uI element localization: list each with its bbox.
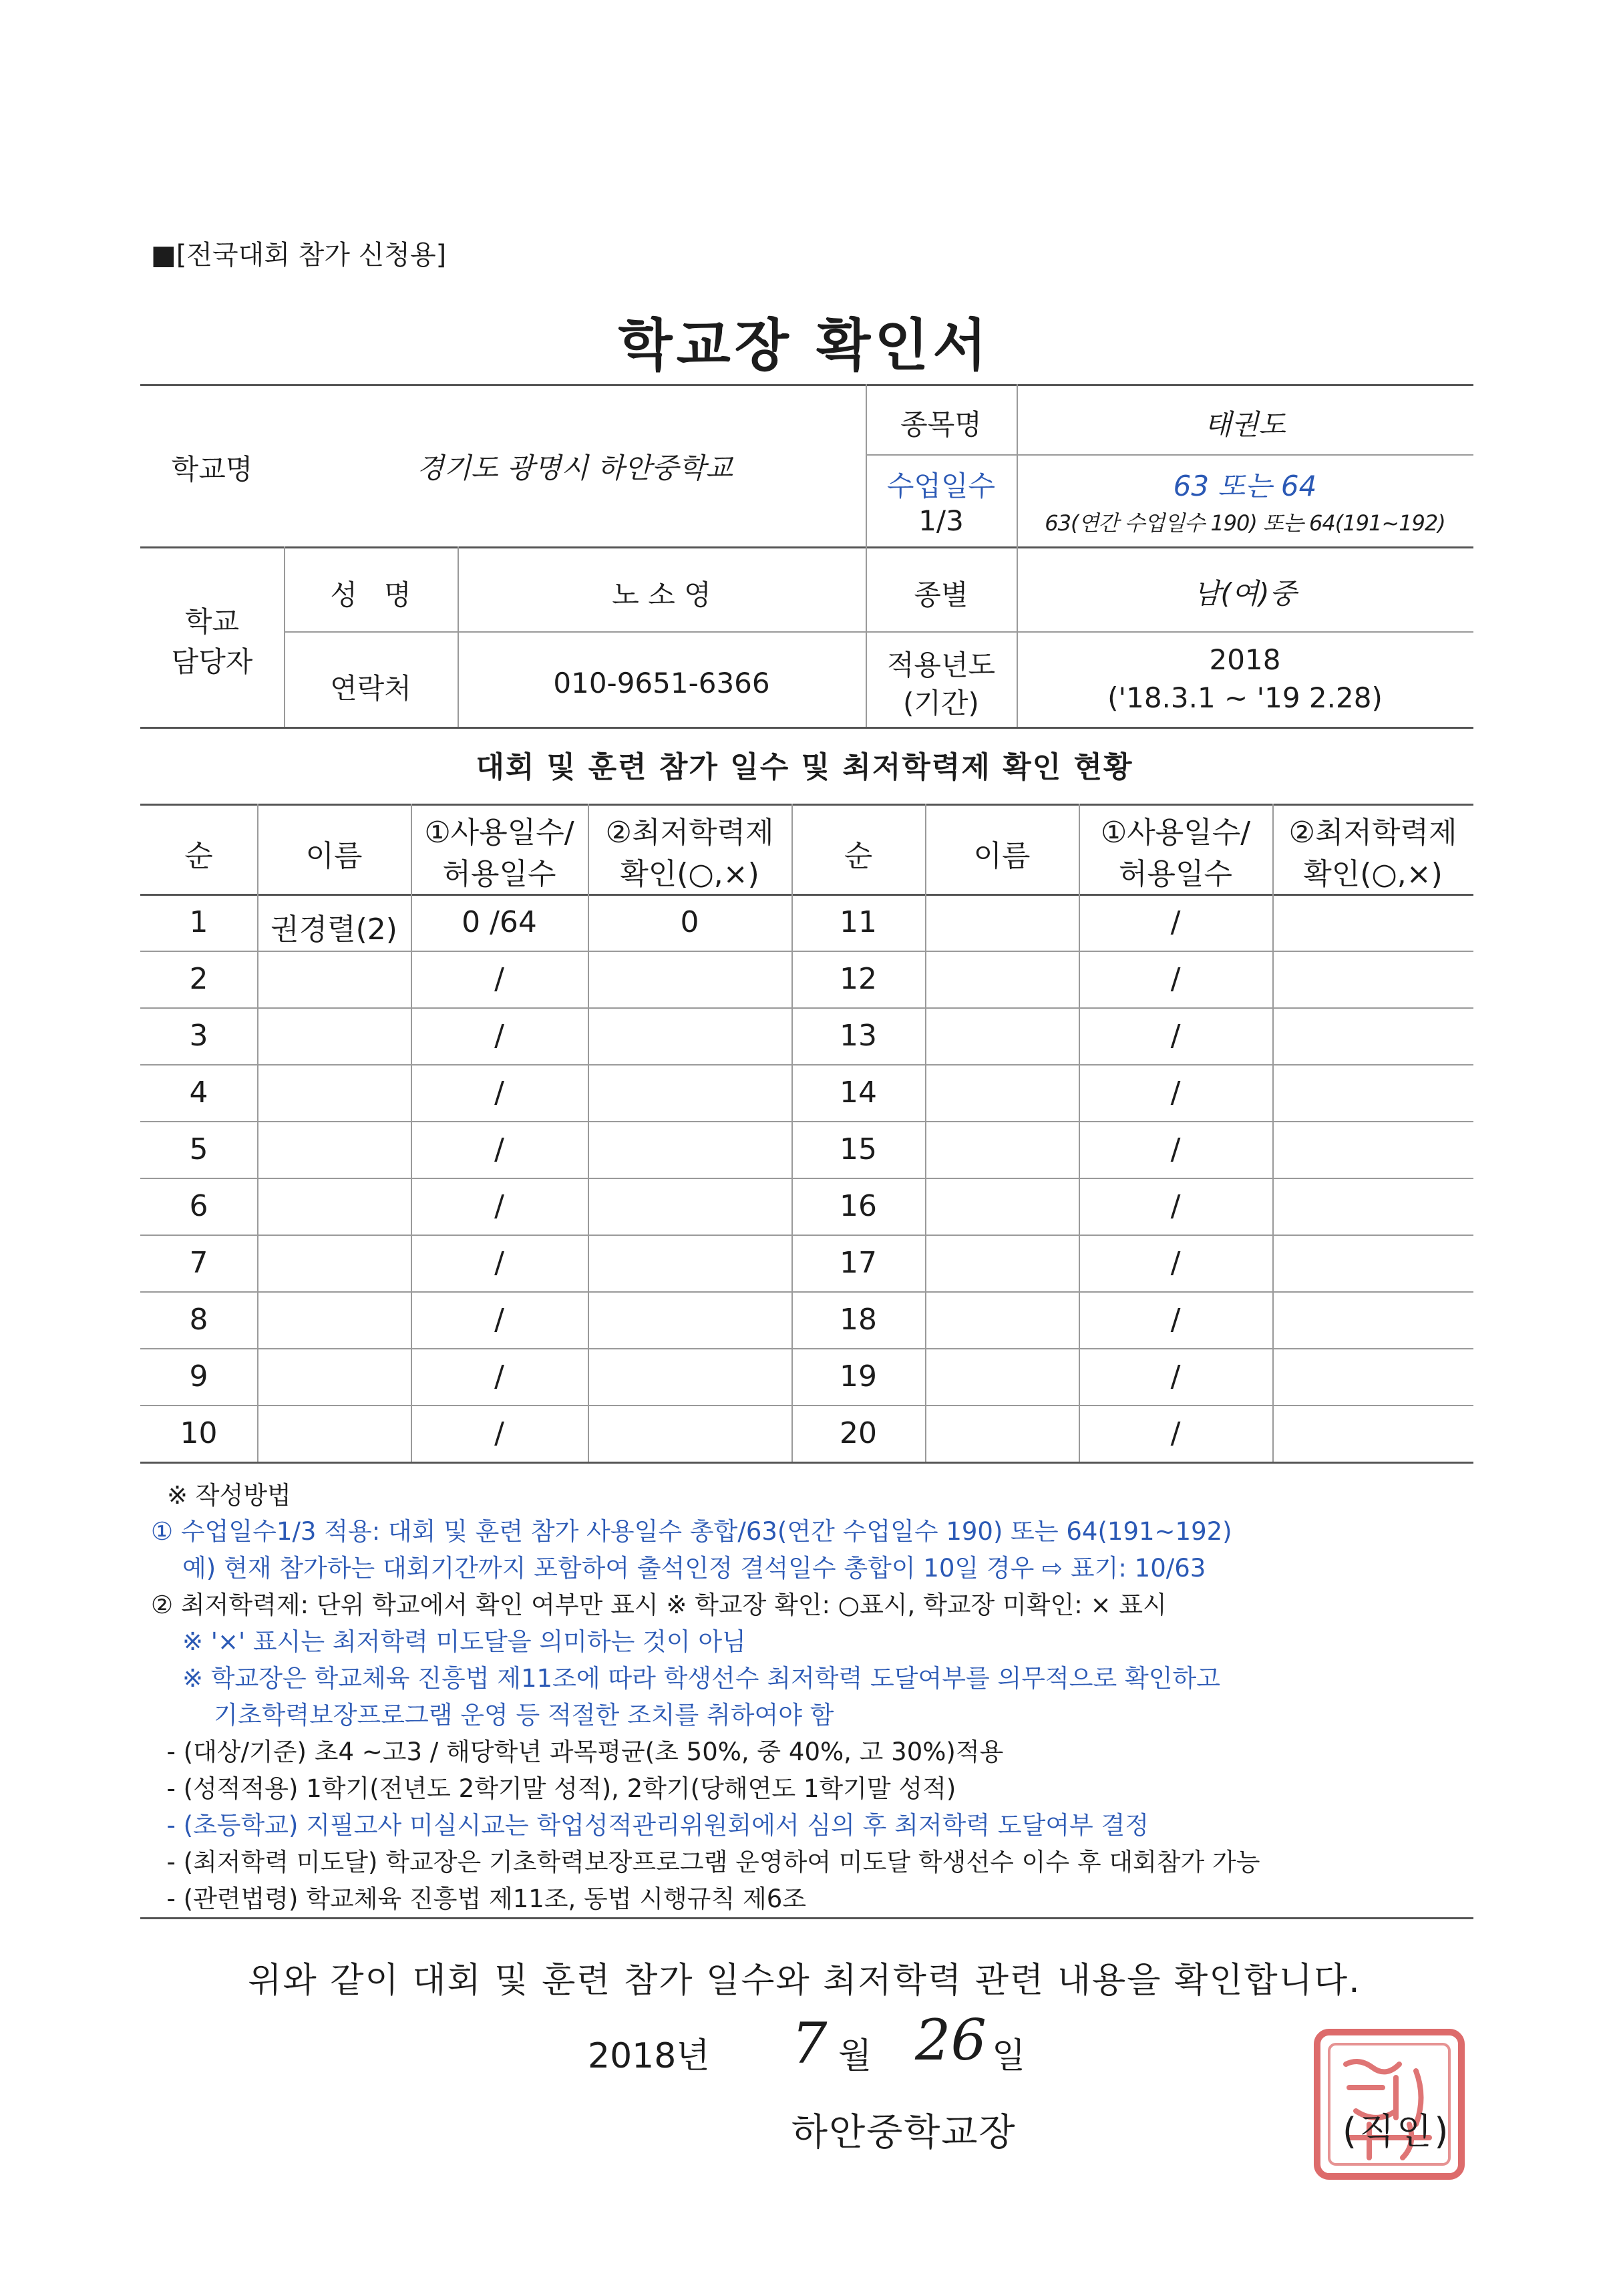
col-header-days-2: 허용일수: [442, 857, 556, 891]
form-tag: ■[전국대회 참가 신청용]: [151, 240, 447, 271]
row-no: 19: [840, 1359, 877, 1393]
col-header-min-2-right: 확인(○,×): [1303, 857, 1443, 891]
row-days: /: [494, 1076, 504, 1110]
event-value: 태권도: [1204, 408, 1286, 441]
row-no: 7: [189, 1246, 208, 1280]
col-header-days-2-right: 허용일수: [1118, 857, 1232, 891]
year-value-2: ('18.3.1 ~ '19 2.28): [1107, 681, 1383, 714]
row-days: /: [1170, 1416, 1181, 1450]
row-min: 0: [680, 905, 699, 939]
date-month-handwritten: 7: [791, 2011, 828, 2076]
name-label: 성 명: [330, 579, 411, 611]
row-name: 권경렬(2): [271, 913, 397, 947]
note-line: ※ 학교장은 학교체육 진흥법 제11조에 따라 학생선수 최저학력 도달여부를 의무적으로 확인하고: [151, 1664, 1220, 1693]
row-days: /: [494, 1189, 504, 1223]
note-line: - (초등학교) 지필고사 미실시교는 학업성적관리위원회에서 심의 후 최저학력 도달여부 결정: [151, 1811, 1149, 1840]
note-line: 기초학력보장프로그램 운영 등 적절한 조치를 취하여야 함: [151, 1701, 834, 1730]
row-no: 8: [189, 1303, 208, 1337]
col-header-min-1-right: ②최저학력제: [1288, 816, 1457, 850]
note-line: ① 수업일수1/3 적용: 대회 및 훈련 참가 사용일수 총합/63(연간 수업일수 190) 또는 64(191~192): [151, 1517, 1232, 1546]
category-value: 남(여)중: [1193, 577, 1297, 610]
note-line: - (최저학력 미도달) 학교장은 기초학력보장프로그램 운영하여 미도달 학생선수 이수 후 대회참가 가능: [151, 1848, 1260, 1876]
row-days: /: [494, 1132, 504, 1166]
class-days-value-1: 63 또는 64: [1173, 470, 1317, 502]
row-no: 20: [840, 1416, 877, 1450]
row-no: 4: [189, 1076, 208, 1110]
note-line: - (대상/기준) 초4 ~고3 / 해당학년 과목평균(초 50%, 중 40%, 고 30%)적용: [151, 1738, 1004, 1766]
row-no: 2: [189, 962, 208, 996]
confirmation-statement: 위와 같이 대회 및 훈련 참가 일수와 최저학력 관련 내용을 확인합니다.: [248, 1961, 1361, 2001]
event-label: 종목명: [900, 408, 982, 441]
row-days: /: [494, 1416, 504, 1450]
row-days: /: [1170, 1189, 1181, 1223]
date-day-handwritten: 26: [915, 2007, 987, 2073]
row-days: /: [494, 1303, 504, 1337]
row-no: 12: [840, 962, 877, 996]
col-header-min-2: 확인(○,×): [620, 857, 759, 891]
row-no: 6: [189, 1189, 208, 1223]
note-line: ※ '×' 표시는 최저학력 미도달을 의미하는 것이 아님: [151, 1627, 746, 1656]
manager-label-2: 담당자: [171, 645, 253, 678]
year-label-2: (기간): [903, 687, 979, 719]
class-days-label-2: 1/3: [918, 504, 964, 537]
school-value: 경기도 광명시 하안중학교: [417, 452, 733, 484]
row-days: /: [494, 1246, 504, 1280]
row-days: /: [1170, 1246, 1181, 1280]
row-no: 16: [840, 1189, 877, 1223]
row-days: /: [494, 1359, 504, 1393]
row-no: 10: [180, 1416, 218, 1450]
col-header-name-right: 이름: [973, 839, 1031, 873]
seal-label: (직인): [1343, 2110, 1451, 2152]
row-no: 14: [840, 1076, 877, 1110]
document-title: 학교장 확인서: [618, 313, 991, 378]
row-no: 17: [840, 1246, 877, 1280]
contact-value: 010-9651-6366: [553, 667, 770, 699]
note-line: - (관련법령) 학교체육 진흥법 제11조, 동법 시행규칙 제6조: [151, 1884, 807, 1913]
row-no: 9: [189, 1359, 208, 1393]
row-days: /: [494, 1019, 504, 1053]
col-header-no: 순: [184, 839, 213, 873]
row-days: /: [1170, 1303, 1181, 1337]
contact-label: 연락처: [330, 672, 411, 705]
row-days: /: [1170, 1019, 1181, 1053]
school-label: 학교명: [171, 453, 253, 486]
row-no: 13: [840, 1019, 877, 1053]
row-no: 15: [840, 1132, 877, 1166]
row-days: /: [1170, 1076, 1181, 1110]
col-header-no-right: 순: [844, 839, 873, 873]
signer-name: 하안중학교장: [791, 2111, 1017, 2154]
row-no: 3: [189, 1019, 208, 1053]
date-month-unit: 월: [838, 2036, 872, 2076]
note-line: - (성적적용) 1학기(전년도 2학기말 성적), 2학기(당해연도 1학기말 성적): [151, 1774, 956, 1803]
note-line: ② 최저학력제: 단위 학교에서 확인 여부만 표시 ※ 학교장 확인: ○표시, 학교장 미확인: × 표시: [151, 1591, 1167, 1619]
date-year: 2018년: [588, 2036, 710, 2076]
date-day-unit: 일: [992, 2036, 1026, 2076]
notes-heading: ※ 작성방법: [167, 1481, 291, 1510]
row-days: /: [1170, 905, 1181, 939]
col-header-name: 이름: [305, 839, 363, 873]
name-value: 노 소 영: [612, 579, 711, 611]
col-header-days-1-right: ①사용일수/: [1100, 816, 1251, 850]
row-days: /: [1170, 1132, 1181, 1166]
row-no: 1: [189, 905, 208, 939]
class-days-value-2: 63(연간 수업일수 190) 또는 64(191~192): [1045, 510, 1445, 536]
manager-label-1: 학교: [184, 605, 240, 638]
section-title: 대회 및 훈련 참가 일수 및 최저학력제 확인 현황: [476, 750, 1133, 784]
row-no: 11: [840, 905, 877, 939]
category-label: 종별: [914, 579, 968, 611]
col-header-min-1: ②최저학력제: [605, 816, 774, 850]
note-line: 예) 현재 참가하는 대회기간까지 포함하여 출석인정 결석일수 총합이 10일 경우 ⇨ 표기: 10/63: [151, 1554, 1206, 1583]
row-no: 18: [840, 1303, 877, 1337]
row-days: 0 /64: [462, 905, 537, 939]
col-header-days-1: ①사용일수/: [424, 816, 574, 850]
row-days: /: [494, 962, 504, 996]
row-days: /: [1170, 962, 1181, 996]
row-days: /: [1170, 1359, 1181, 1393]
year-value-1: 2018: [1209, 643, 1281, 676]
class-days-label-1: 수업일수: [886, 470, 996, 502]
row-no: 5: [189, 1132, 208, 1166]
year-label-1: 적용년도: [886, 649, 996, 681]
